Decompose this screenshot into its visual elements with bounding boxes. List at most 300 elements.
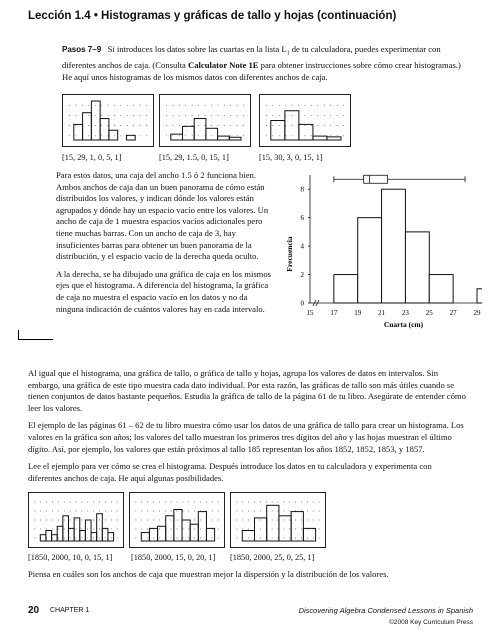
grid-dot: [146, 115, 147, 116]
grid-dot: [307, 538, 308, 539]
y-tick-label: 2: [300, 271, 304, 280]
calc-bar: [198, 512, 206, 541]
calculator-histogram-5: [130, 493, 224, 547]
calc-bar: [158, 526, 166, 541]
grid-dot: [166, 125, 167, 126]
grid-dot: [64, 502, 65, 503]
grid-dot: [242, 511, 243, 512]
grid-dot: [337, 135, 338, 136]
grid-dot: [87, 529, 88, 530]
grid-dot: [285, 105, 286, 106]
calculator-note-ref: Calculator Note 1E: [188, 60, 259, 71]
calc-bar: [80, 531, 86, 542]
grid-dot: [52, 538, 53, 539]
calc-bar: [194, 119, 206, 140]
grid-dot: [237, 135, 238, 136]
histogram-bar: [429, 275, 453, 303]
copyright: ©2008 Key Curriculum Press: [389, 619, 473, 626]
grid-dot: [52, 502, 53, 503]
grid-dot: [211, 115, 212, 116]
grid-dot: [206, 502, 207, 503]
grid-dot: [283, 511, 284, 512]
grid-dot: [283, 529, 284, 530]
grid-dot: [317, 105, 318, 106]
grid-dot: [108, 105, 109, 106]
grid-dot: [295, 502, 296, 503]
grid-dot: [242, 502, 243, 503]
grid-dot: [236, 529, 237, 530]
chapter-label: CHAPTER 1: [50, 607, 90, 614]
grid-dot: [40, 529, 41, 530]
grid-dot: [182, 538, 183, 539]
grid-dot: [211, 135, 212, 136]
grid-dot: [111, 520, 112, 521]
boxplot: [334, 175, 465, 183]
calculator-histogram-6: [231, 493, 325, 547]
grid-dot: [69, 125, 70, 126]
grid-dot: [135, 502, 136, 503]
grid-dot: [236, 538, 237, 539]
grid-dot: [343, 125, 344, 126]
calc-bar: [267, 505, 279, 541]
grid-dot: [81, 520, 82, 521]
grid-dot: [192, 115, 193, 116]
grid-dot: [311, 105, 312, 106]
grid-dot: [88, 125, 89, 126]
calculator-screen-6: [230, 492, 326, 548]
grid-dot: [319, 520, 320, 521]
grid-dot: [177, 511, 178, 512]
grid-dot: [289, 538, 290, 539]
grid-dot: [75, 115, 76, 116]
grid-dot: [236, 511, 237, 512]
lesson-number: Lección 1.4: [28, 10, 91, 22]
boxplot-paragraph: A la derecha, se ha dibujado una gráfica de caja en los mismos ejes que el histograma. A diferencia del histograma, la gráfica de caja no muestra el espacio vacío en los datos y no da ninguna indicación de cuántos valores hay en cada intervalo.: [56, 268, 272, 314]
grid-dot: [188, 538, 189, 539]
calc-bar: [108, 533, 114, 541]
grid-dot: [153, 520, 154, 521]
grid-dot: [141, 502, 142, 503]
grid-dot: [177, 529, 178, 530]
grid-dot: [76, 520, 77, 521]
grid-dot: [75, 105, 76, 106]
grid-dot: [159, 538, 160, 539]
grid-dot: [278, 511, 279, 512]
calc-bar: [102, 528, 108, 541]
page-number: 20: [28, 605, 40, 616]
y-tick-label: 6: [300, 214, 304, 223]
calculator-histogram-2: [160, 95, 250, 146]
grid-dot: [212, 538, 213, 539]
grid-dot: [260, 502, 261, 503]
grid-dot: [194, 502, 195, 503]
grid-dot: [254, 511, 255, 512]
grid-dot: [343, 135, 344, 136]
grid-dot: [248, 529, 249, 530]
book-title: Discovering Algebra Condensed Lessons in Spanish: [298, 606, 473, 615]
grid-dot: [135, 511, 136, 512]
grid-dot: [87, 511, 88, 512]
grid-dot: [105, 502, 106, 503]
bin-width-paragraph: Para estos datos, una caja del ancho 1.5 ó 2 funciona bien. Ambos anchos de caja dan un buen panorama de cómo están distribuidos los valores, y indican dónde los valores están agrupados y dónde hay un espacio vacío entre los valores. Un ancho de caja de 1 muestra espacios vacíos adicionales pero tiene muchas barras. Con un ancho de caja de 3, hay insuficientes barras para obtener un buen panorama de la distribución, y el espacio vacío de la derecha queda oculto.: [56, 170, 269, 262]
grid-dot: [243, 135, 244, 136]
grid-dot: [305, 125, 306, 126]
grid-dot: [172, 135, 173, 136]
grid-dot: [307, 502, 308, 503]
grid-dot: [272, 529, 273, 530]
grid-dot: [237, 125, 238, 126]
grid-dot: [292, 135, 293, 136]
histogram-bar: [382, 189, 406, 303]
grid-dot: [81, 502, 82, 503]
calc-bar: [83, 113, 92, 140]
grid-dot: [192, 135, 193, 136]
grid-dot: [198, 115, 199, 116]
calculator-screen-5: [129, 492, 225, 548]
grid-dot: [260, 538, 261, 539]
grid-dot: [75, 125, 76, 126]
grid-dot: [179, 105, 180, 106]
grid-dot: [165, 502, 166, 503]
grid-dot: [230, 135, 231, 136]
grid-dot: [292, 105, 293, 106]
grid-dot: [58, 502, 59, 503]
grid-dot: [254, 502, 255, 503]
grid-dot: [272, 105, 273, 106]
calc-bar: [218, 136, 230, 140]
grid-dot: [111, 502, 112, 503]
grid-dot: [305, 115, 306, 116]
grid-dot: [260, 520, 261, 521]
calculator-screen-2: [159, 94, 251, 147]
grid-dot: [140, 115, 141, 116]
grid-dot: [114, 105, 115, 106]
calculator-screen-3: [259, 94, 351, 147]
grid-dot: [40, 520, 41, 521]
grid-dot: [230, 115, 231, 116]
grid-dot: [278, 529, 279, 530]
grid-dot: [266, 502, 267, 503]
grid-dot: [133, 125, 134, 126]
grid-dot: [111, 538, 112, 539]
grid-dot: [146, 135, 147, 136]
grid-dot: [205, 125, 206, 126]
grid-dot: [172, 125, 173, 126]
grid-dot: [52, 520, 53, 521]
grid-dot: [95, 115, 96, 116]
grid-dot: [278, 502, 279, 503]
y-tick-label: 4: [300, 242, 304, 251]
calc-bar: [229, 137, 241, 140]
grid-dot: [58, 538, 59, 539]
grid-dot: [285, 115, 286, 116]
grid-dot: [147, 529, 148, 530]
grid-dot: [179, 125, 180, 126]
grid-dot: [200, 538, 201, 539]
grid-dot: [313, 520, 314, 521]
grid-dot: [212, 511, 213, 512]
grid-dot: [205, 105, 206, 106]
grid-dot: [46, 502, 47, 503]
grid-dot: [185, 105, 186, 106]
grid-dot: [248, 520, 249, 521]
grid-dot: [307, 511, 308, 512]
grid-dot: [147, 511, 148, 512]
calc-bar: [91, 533, 97, 541]
grid-dot: [34, 502, 35, 503]
grid-dot: [105, 520, 106, 521]
grid-dot: [70, 511, 71, 512]
grid-dot: [260, 511, 261, 512]
stem-plot-paragraph: Al igual que el histograma, una gráfica de tallo, o gráfica de tallo y hojas, agrupa los valores de datos en intervalos. Sin embargo, una gráfica de este tipo muestra cada dato individual. Por esta razón, las gráficas de tallo son más útiles cuando se tienen conjuntos de datos bastante pequeños. Estudia la gráfica de tallo de la página 61 de tu libro. Asegúrate de entender cómo leer los valores.: [28, 368, 466, 413]
grid-dot: [218, 502, 219, 503]
grid-dot: [205, 115, 206, 116]
histogram-bar: [405, 232, 429, 303]
grid-dot: [182, 529, 183, 530]
grid-dot: [40, 511, 41, 512]
grid-dot: [81, 511, 82, 512]
explanation-column: [56, 170, 276, 315]
grid-dot: [248, 511, 249, 512]
grid-dot: [95, 135, 96, 136]
grid-dot: [289, 529, 290, 530]
grid-dot: [101, 105, 102, 106]
grid-dot: [211, 105, 212, 106]
grid-dot: [218, 520, 219, 521]
grid-dot: [230, 105, 231, 106]
grid-dot: [298, 105, 299, 106]
grid-dot: [272, 511, 273, 512]
grid-dot: [153, 538, 154, 539]
grid-dot: [188, 502, 189, 503]
grid-dot: [114, 115, 115, 116]
grid-dot: [99, 538, 100, 539]
grid-dot: [111, 511, 112, 512]
grid-dot: [64, 538, 65, 539]
grid-dot: [93, 520, 94, 521]
calc-bar: [313, 136, 327, 140]
grid-dot: [117, 502, 118, 503]
grid-dot: [159, 529, 160, 530]
calc-bar: [206, 128, 218, 140]
grid-dot: [81, 538, 82, 539]
grid-dot: [319, 502, 320, 503]
histogram-bar: [334, 275, 358, 303]
window-setting-1: [15, 29, 1, 0, 5, 1]: [62, 153, 122, 162]
grid-dot: [324, 105, 325, 106]
grid-dot: [305, 135, 306, 136]
grid-dot: [70, 502, 71, 503]
grid-dot: [217, 125, 218, 126]
grid-dot: [319, 538, 320, 539]
grid-dot: [317, 115, 318, 116]
grid-dot: [243, 105, 244, 106]
calc-bar: [63, 516, 69, 541]
calc-bar: [85, 520, 91, 541]
grid-dot: [217, 105, 218, 106]
grid-dot: [194, 538, 195, 539]
calc-bar: [303, 528, 315, 541]
grid-dot: [283, 520, 284, 521]
grid-dot: [105, 538, 106, 539]
grid-dot: [101, 125, 102, 126]
grid-dot: [171, 520, 172, 521]
grid-dot: [260, 529, 261, 530]
grid-dot: [111, 529, 112, 530]
grid-dot: [114, 135, 115, 136]
grid-dot: [272, 115, 273, 116]
grid-dot: [52, 529, 53, 530]
grid-dot: [177, 538, 178, 539]
grid-dot: [343, 115, 344, 116]
grid-dot: [295, 538, 296, 539]
window-setting-3: [15, 30, 3, 0, 15, 1]: [259, 153, 323, 162]
grid-dot: [159, 511, 160, 512]
grid-dot: [101, 135, 102, 136]
grid-dot: [76, 511, 77, 512]
y-tick-label: 0: [300, 299, 304, 308]
histogram-bar: [358, 218, 382, 303]
grid-dot: [147, 538, 148, 539]
grid-dot: [177, 502, 178, 503]
histogram-chart: [282, 170, 482, 350]
grid-dot: [34, 538, 35, 539]
calc-bar: [74, 518, 80, 541]
calc-bar: [183, 126, 195, 140]
grid-dot: [278, 520, 279, 521]
grid-dot: [292, 115, 293, 116]
grid-dot: [192, 105, 193, 106]
grid-dot: [147, 520, 148, 521]
grid-dot: [93, 529, 94, 530]
grid-dot: [76, 529, 77, 530]
calculator-screen-4: [28, 492, 124, 548]
grid-dot: [140, 135, 141, 136]
calculator-screen-1: [62, 94, 154, 147]
grid-dot: [266, 115, 267, 116]
grid-dot: [153, 511, 154, 512]
grid-dot: [188, 529, 189, 530]
grid-dot: [108, 135, 109, 136]
grid-dot: [307, 520, 308, 521]
list-subscript: 1: [286, 50, 290, 57]
grid-dot: [127, 105, 128, 106]
grid-dot: [82, 105, 83, 106]
grid-dot: [135, 538, 136, 539]
grid-dot: [87, 538, 88, 539]
grid-dot: [69, 135, 70, 136]
body-text: [28, 368, 466, 484]
grid-dot: [283, 538, 284, 539]
grid-dot: [330, 125, 331, 126]
grid-dot: [194, 520, 195, 521]
grid-dot: [179, 115, 180, 116]
grid-dot: [64, 511, 65, 512]
steps-label: Pasos 7–9: [62, 45, 102, 54]
grid-dot: [146, 125, 147, 126]
example-paragraph: El ejemplo de las páginas 61 – 62 de tu libro muestra cómo usar los datos de una gráfica de tallo para crear un histograma. Los valores en la gráfica son años; los valores del tallo muestran los primeros tres dígitos del año y las hojas muestran el último dígito. Así, por ejemplo, los valores que están próximos al tallo 185 representan los años 1852, 1852, 1853, y 1857.: [28, 420, 464, 454]
grid-dot: [93, 511, 94, 512]
grid-dot: [200, 520, 201, 521]
window-setting-6: [1850, 2000, 25, 0, 25, 1]: [230, 553, 315, 562]
window-setting-4: [1850, 2000, 10, 0, 15, 1]: [28, 553, 113, 562]
grid-dot: [76, 502, 77, 503]
grid-dot: [70, 538, 71, 539]
calc-bar: [299, 124, 313, 140]
grid-dot: [171, 511, 172, 512]
grid-dot: [133, 105, 134, 106]
grid-dot: [108, 125, 109, 126]
grid-dot: [324, 115, 325, 116]
calc-bar: [255, 518, 267, 541]
grid-dot: [212, 502, 213, 503]
grid-dot: [313, 511, 314, 512]
grid-dot: [272, 125, 273, 126]
grid-dot: [52, 511, 53, 512]
x-tick-label: 27: [449, 309, 457, 317]
grid-dot: [324, 125, 325, 126]
grid-dot: [64, 529, 65, 530]
grid-dot: [172, 115, 173, 116]
grid-dot: [188, 511, 189, 512]
grid-dot: [198, 135, 199, 136]
grid-dot: [242, 520, 243, 521]
grid-dot: [330, 115, 331, 116]
grid-dot: [200, 529, 201, 530]
grid-dot: [140, 105, 141, 106]
grid-dot: [99, 502, 100, 503]
grid-dot: [313, 502, 314, 503]
grid-dot: [120, 105, 121, 106]
grid-dot: [120, 125, 121, 126]
calc-bar: [100, 119, 109, 140]
grid-dot: [279, 115, 280, 116]
calc-bar: [271, 121, 285, 141]
x-tick-label: 19: [354, 309, 362, 317]
grid-dot: [75, 135, 76, 136]
grid-dot: [114, 125, 115, 126]
grid-dot: [311, 125, 312, 126]
grid-dot: [301, 538, 302, 539]
calc-bar: [149, 528, 157, 541]
grid-dot: [292, 125, 293, 126]
grid-dot: [140, 125, 141, 126]
grid-dot: [317, 125, 318, 126]
grid-dot: [88, 115, 89, 116]
grid-dot: [230, 125, 231, 126]
calc-bar: [74, 124, 83, 140]
histogram-bars: [334, 189, 482, 303]
calc-bar: [46, 531, 52, 542]
grid-dot: [76, 538, 77, 539]
grid-dot: [117, 520, 118, 521]
lesson-title: • Histogramas y gráficas de tallo y hojas (continuación): [90, 10, 397, 22]
grid-dot: [212, 520, 213, 521]
calc-bar: [109, 130, 118, 140]
grid-dot: [171, 538, 172, 539]
grid-dot: [243, 115, 244, 116]
grid-dot: [99, 529, 100, 530]
grid-dot: [99, 520, 100, 521]
grid-dot: [217, 115, 218, 116]
grid-dot: [198, 125, 199, 126]
calc-bar: [97, 514, 103, 541]
grid-dot: [127, 115, 128, 116]
grid-dot: [285, 125, 286, 126]
grid-dot: [289, 502, 290, 503]
grid-dot: [120, 115, 121, 116]
calc-bar: [141, 533, 149, 541]
